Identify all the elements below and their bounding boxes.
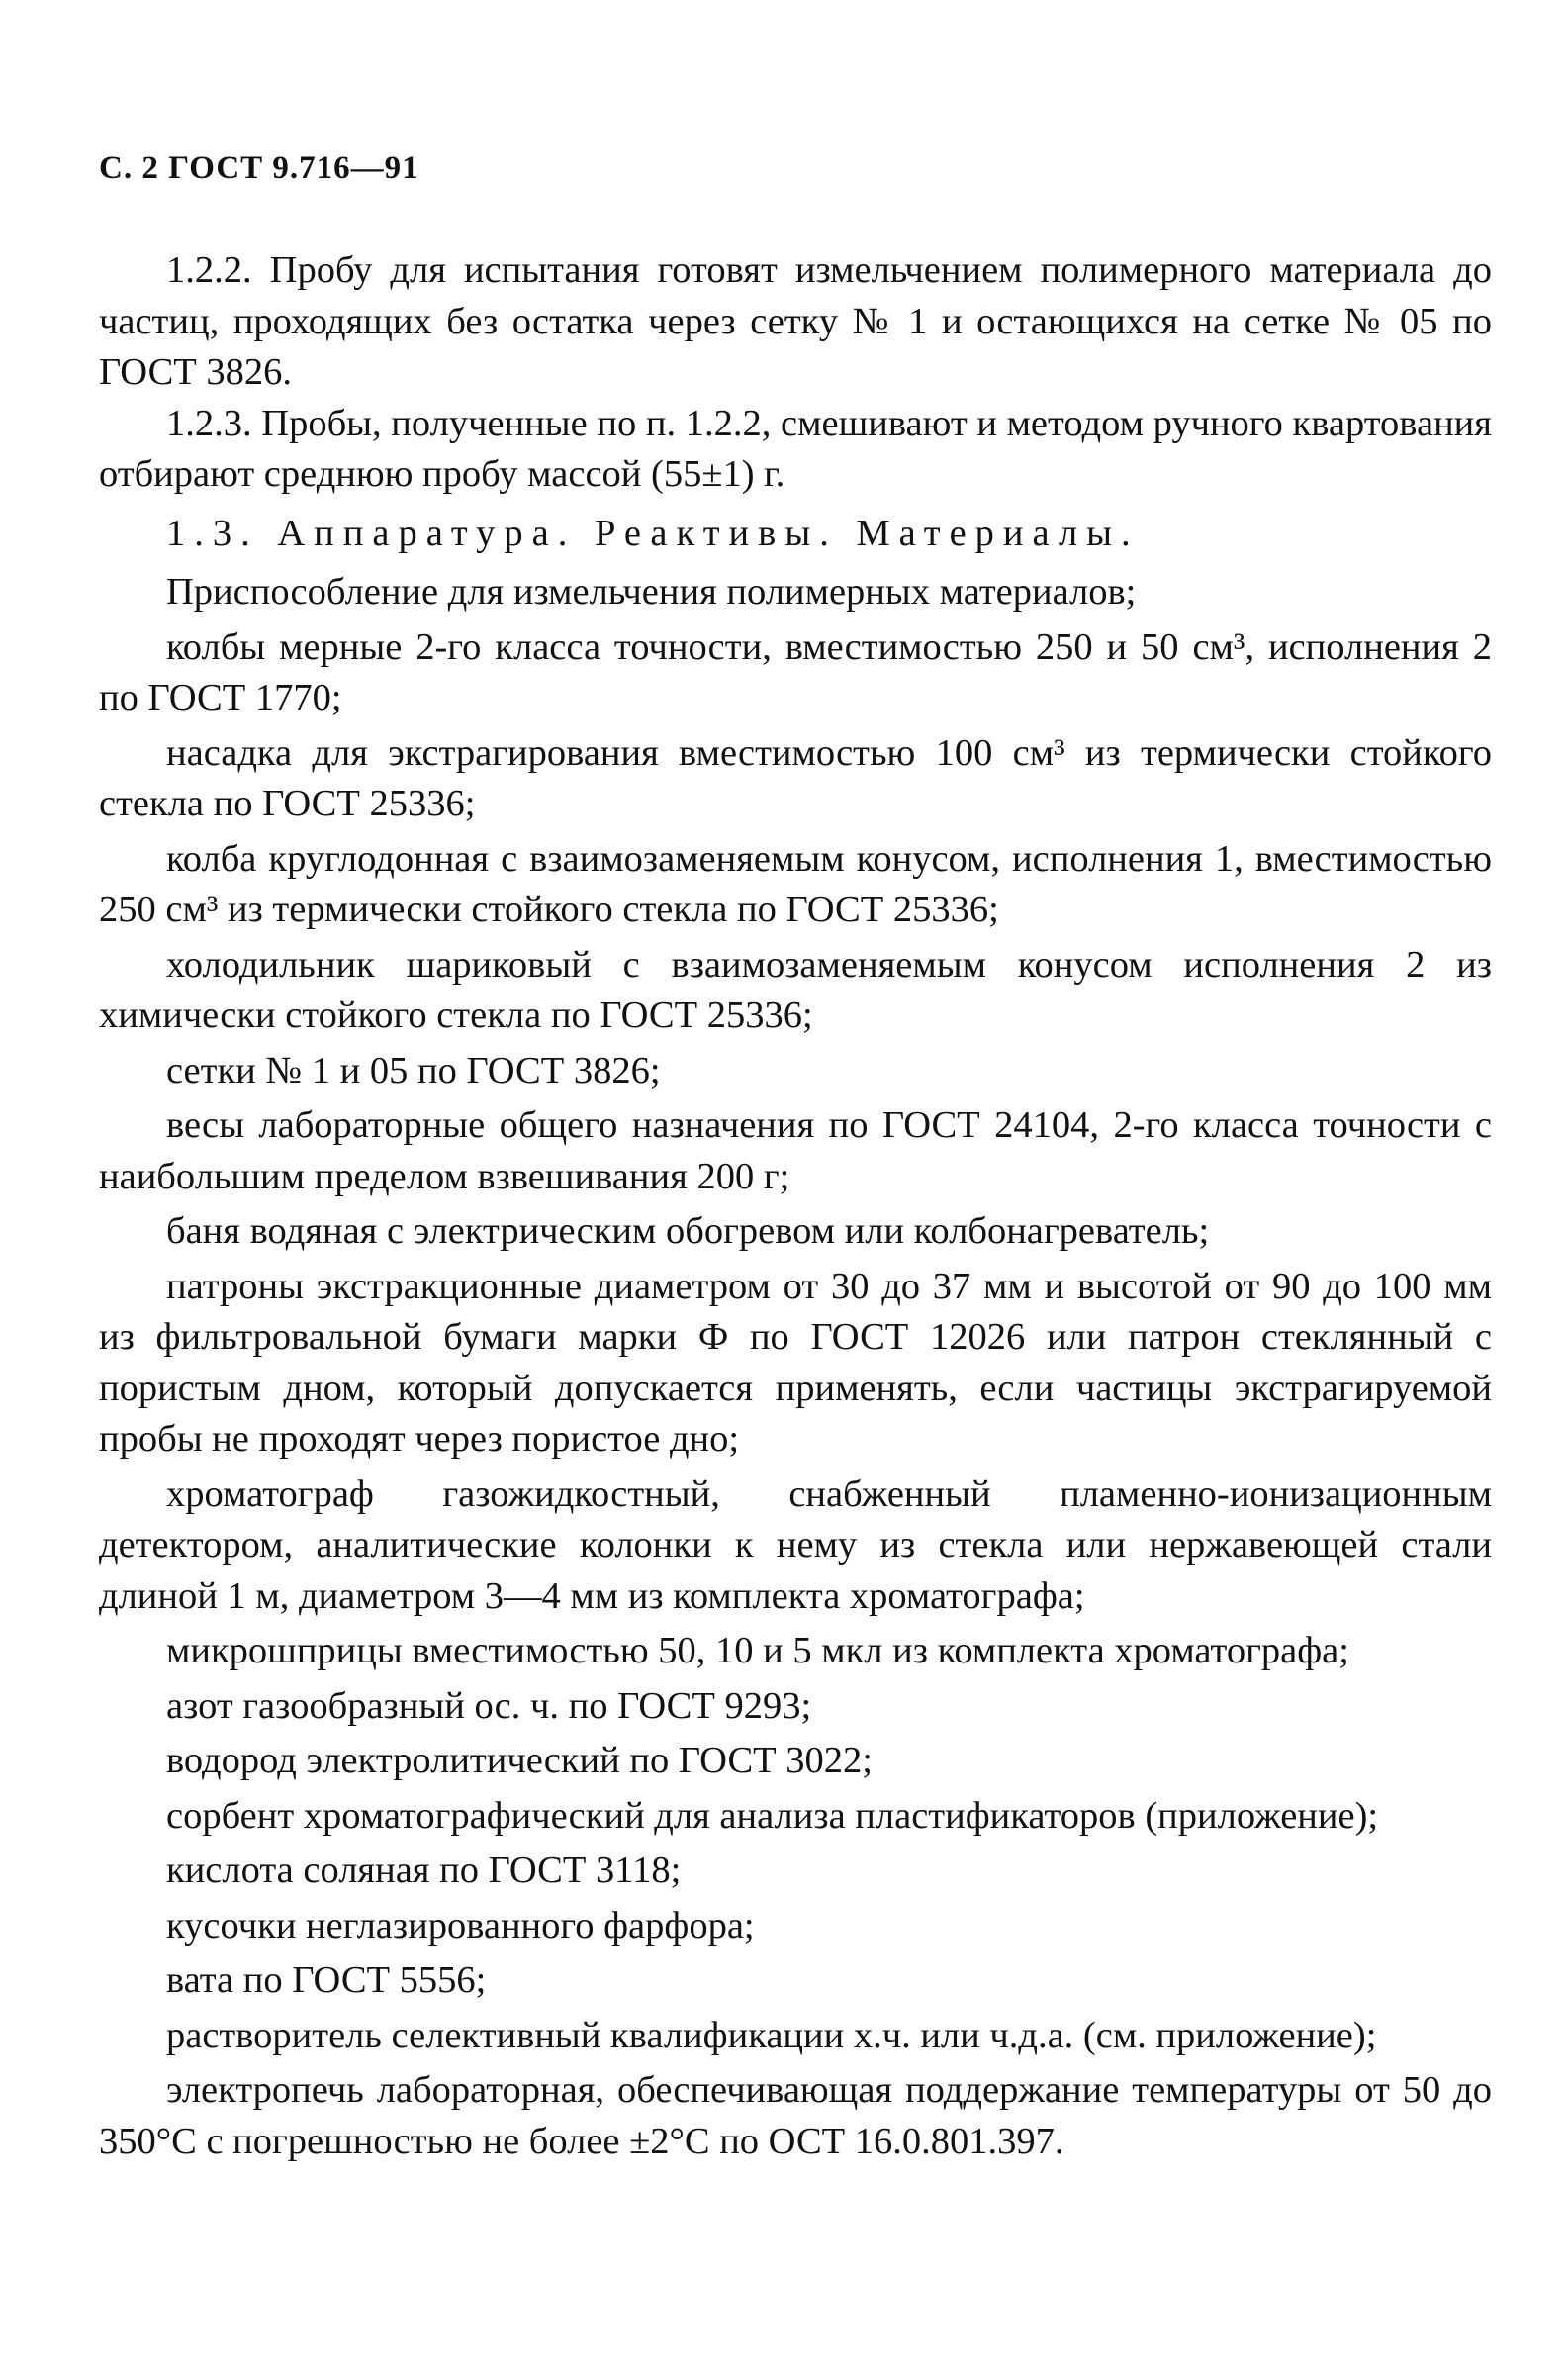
list-item: колбы мерные 2-го класса точности, вместимостью 250 и 50 см³, исполнения 2 по ГОСТ 1770; [99,625,1492,718]
equipment-list [99,567,1492,2167]
list-item: холодильник шариковый с взаимозаменяемым конусом исполнения 2 из химически стойкого стекла по ГОСТ 25336; [99,943,1492,1036]
list-item: Приспособление для измельчения полимерных материалов; [166,571,1137,613]
list-item: баня водяная с электрическим обогревом или колбонагреватель; [166,1210,1210,1252]
list-item: кислота соляная по ГОСТ 3118; [166,1850,682,1891]
list-item: колба круглодонная с взаимозаменяемым конусом, исполнения 1, вместимостью 250 см³ из термически стойкого стекла по ГОСТ 25336; [99,837,1492,930]
paragraph-1-2-3: 1.2.3. Пробы, полученные по п. 1.2.2, смешивают и методом ручного квартования отбирают среднюю пробу массой (55±1) г. [99,402,1492,495]
list-item: патроны экстракционные диаметром от 30 до 37 мм и высотой от 90 до 100 мм из фильтровальной бумаги марки Ф по ГОСТ 12026 или патрон стеклянный с пористым дном, который допускается применять, если частицы экстрагируемой пробы не проходят через пористое дно; [99,1265,1492,1460]
section-heading-1-3: 1.3. Аппаратура. Реактивы. Материалы. [166,512,1140,554]
list-item: электропечь лабораторная, обеспечивающая поддержание температуры от 50 до 350°С с погрешностью не более ±2°С по ОСТ 16.0.801.397. [99,2069,1492,2162]
list-item: весы лабораторные общего назначения по ГОСТ 24104, 2-го класса точности с наибольшим пределом взвешивания 200 г; [99,1104,1492,1197]
list-item: водород электролитический по ГОСТ 3022; [166,1740,873,1781]
list-item: растворитель селективный квалификации х.ч. или ч.д.а. (см. приложение); [166,2014,1377,2056]
list-item: сетки № 1 и 05 по ГОСТ 3826; [166,1049,661,1092]
list-item: кусочки неглазированного фарфора; [166,1904,755,1947]
list-item: хроматограф газожидкостный, снабженный пламенно-ионизационным детектором, аналитические колонки к нему из стекла или нержавеющей стали длиной 1 м, диаметром 3—4 мм из комплекта хроматографа; [99,1472,1492,1617]
list-item: вата по ГОСТ 5556; [166,1959,487,2001]
list-item: насадка для экстрагирования вместимостью 100 см³ из термически стойкого стекла по ГОСТ 25336; [99,731,1492,824]
page-header: С. 2 ГОСТ 9.716—91 [99,150,419,186]
paragraph-1-2-2: 1.2.2. Пробу для испытания готовят измельчением полимерного материала до частиц, проходящих без остатка через сетку № 1 и остающихся на сетке № 05 по ГОСТ 3826. [99,249,1492,393]
document-body [99,245,1492,2171]
list-item: азот газообразный ос. ч. по ГОСТ 9293; [166,1684,812,1727]
list-item: микрошприцы вместимостью 50, 10 и 5 мкл из комплекта хроматографа; [166,1630,1349,1671]
list-item: сорбент хроматографический для анализа пластификаторов (приложение); [166,1794,1379,1837]
